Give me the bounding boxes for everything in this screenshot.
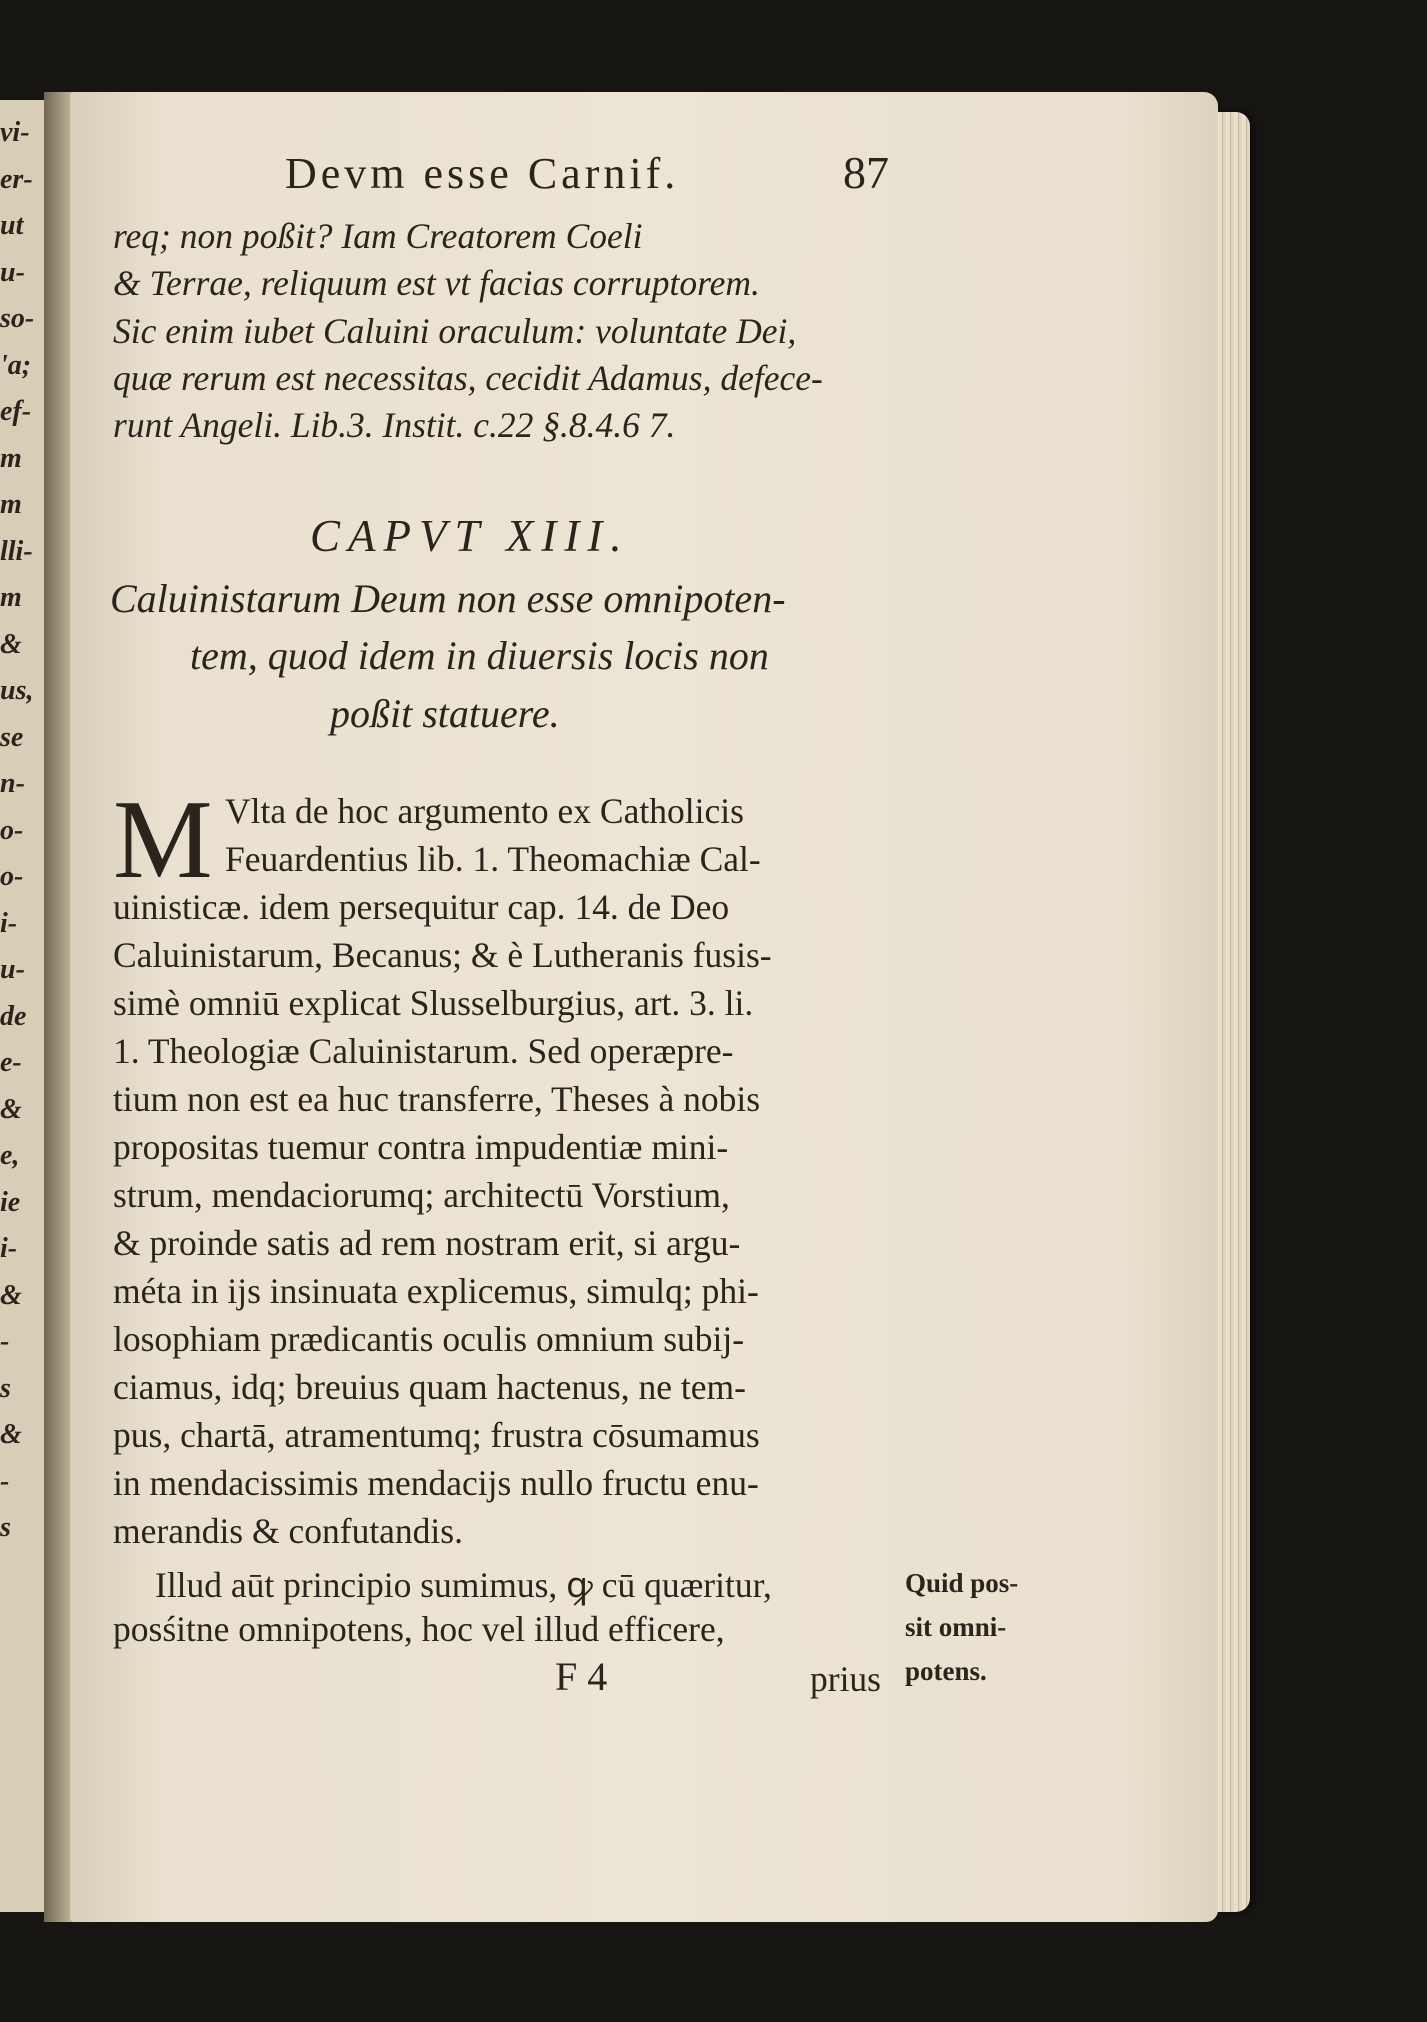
- chapter-subtitle-line: tem, quod idem in diuersis locis non: [190, 633, 769, 678]
- drop-capital: M: [113, 778, 213, 902]
- chapter-subtitle-line: poßit statuere.: [330, 691, 560, 736]
- facing-page-text: [0, 110, 48, 1552]
- facing-page-fragment: m: [0, 489, 22, 520]
- body-line: posśitne omnipotens, hoc vel illud efficere,: [113, 1609, 725, 1649]
- intro-line: Sic enim iubet Caluini oraculum: voluntate Dei,: [113, 311, 797, 351]
- facing-page-fragment: m: [0, 582, 22, 613]
- signature-mark: F 4: [555, 1654, 608, 1699]
- body-line: & proinde satis ad rem nostram erit, si argu-: [113, 1223, 741, 1263]
- marginal-note-line: potens.: [905, 1656, 987, 1686]
- chapter-subtitle-line: Caluinistarum Deum non esse omnipoten-: [110, 576, 786, 621]
- facing-page-fragment: -: [0, 1465, 10, 1497]
- facing-page-fragment: ut: [0, 210, 24, 241]
- facing-page-fragment: n-: [0, 768, 25, 799]
- intro-line: & Terrae, reliquum est vt facias corruptorem.: [113, 263, 760, 303]
- chapter-title: CAPVT XIII.: [310, 511, 630, 561]
- body-line: losophiam prædicantis oculis omnium subij-: [113, 1319, 745, 1359]
- facing-page-fragment: ef-: [0, 396, 32, 427]
- facing-page-fragment: ie: [0, 1186, 21, 1218]
- facing-page-fragment: i-: [0, 1233, 18, 1264]
- facing-page-fragment: o-: [0, 814, 24, 846]
- facing-page-fragment: e-: [0, 1047, 22, 1078]
- body-line: Illud aūt principio sumimus, ꝙ cū quæritur,: [155, 1565, 772, 1605]
- facing-page-fragment: m: [0, 442, 22, 474]
- body-line: ciamus, idq; breuius quam hactenus, ne tem-: [113, 1367, 746, 1407]
- facing-page-fragment: e,: [0, 1140, 20, 1171]
- body-line: strum, mendaciorumq; architectū Vorstium,: [113, 1175, 730, 1215]
- facing-page-fragment: de: [0, 1000, 27, 1032]
- body-line: 1. Theologiæ Caluinistarum. Sed operæpre-: [113, 1031, 734, 1071]
- body-line: simè omniū explicat Slusselburgius, art. 3. li.: [113, 983, 754, 1023]
- facing-page-fragment: o-: [0, 861, 24, 892]
- facing-page-fragment: &: [0, 1093, 22, 1125]
- body-line: méta in ijs insinuata explicemus, simulq; phi-: [113, 1271, 759, 1311]
- running-head: Devm esse Carnif.: [285, 149, 680, 198]
- facing-page-fragment: so-: [0, 303, 35, 334]
- body-line: Caluinistarum, Becanus; & è Lutheranis fusis-: [113, 935, 772, 975]
- facing-page-fragment: i-: [0, 907, 18, 939]
- facing-page-fragment: &: [0, 628, 22, 660]
- body-line: in mendacissimis mendacijs nullo fructu enu-: [113, 1463, 759, 1503]
- facing-page-fragment: er-: [0, 163, 33, 195]
- facing-page-fragment: &: [0, 1279, 22, 1311]
- facing-page-fragment: se: [0, 721, 24, 753]
- page-number: 87: [843, 147, 889, 198]
- facing-page-fragment: s: [0, 1512, 11, 1543]
- facing-page-fragment: &: [0, 1419, 22, 1450]
- facing-page-fragment: 'a;: [0, 349, 32, 381]
- body-line: Feuardentius lib. 1. Theomachiæ Cal-: [225, 839, 761, 879]
- facing-page-fragment: -: [0, 1326, 10, 1357]
- intro-line: runt Angeli. Lib.3. Instit. c.22 §.8.4.6 7.: [113, 405, 676, 445]
- facing-page-fragment: s: [0, 1372, 11, 1404]
- body-line: propositas tuemur contra impudentiæ mini-: [113, 1127, 729, 1167]
- marginal-note-line: Quid pos-: [905, 1568, 1019, 1598]
- facing-page-fragment: vi-: [0, 117, 30, 148]
- body-line: merandis & confutandis.: [113, 1511, 463, 1551]
- facing-page-fragment: u-: [0, 256, 25, 288]
- body-line: tium non est ea huc transferre, Theses à nobis: [113, 1079, 761, 1119]
- body-line: uinisticæ. idem persequitur cap. 14. de Deo: [113, 887, 730, 927]
- catchword: prius: [810, 1659, 881, 1699]
- intro-line: req; non poßit? Iam Creatorem Coeli: [113, 216, 643, 256]
- facing-page-fragment: u-: [0, 954, 25, 985]
- intro-line: quæ rerum est necessitas, cecidit Adamus, defece-: [113, 358, 823, 398]
- body-line: pus, chartā, atramentumq; frustra cōsumamus: [113, 1415, 760, 1455]
- body-line: Vlta de hoc argumento ex Catholicis: [225, 791, 744, 831]
- facing-page-fragment: us,: [0, 675, 34, 706]
- marginal-note-line: sit omni-: [905, 1612, 1007, 1642]
- facing-page-fragment: lli-: [0, 535, 33, 567]
